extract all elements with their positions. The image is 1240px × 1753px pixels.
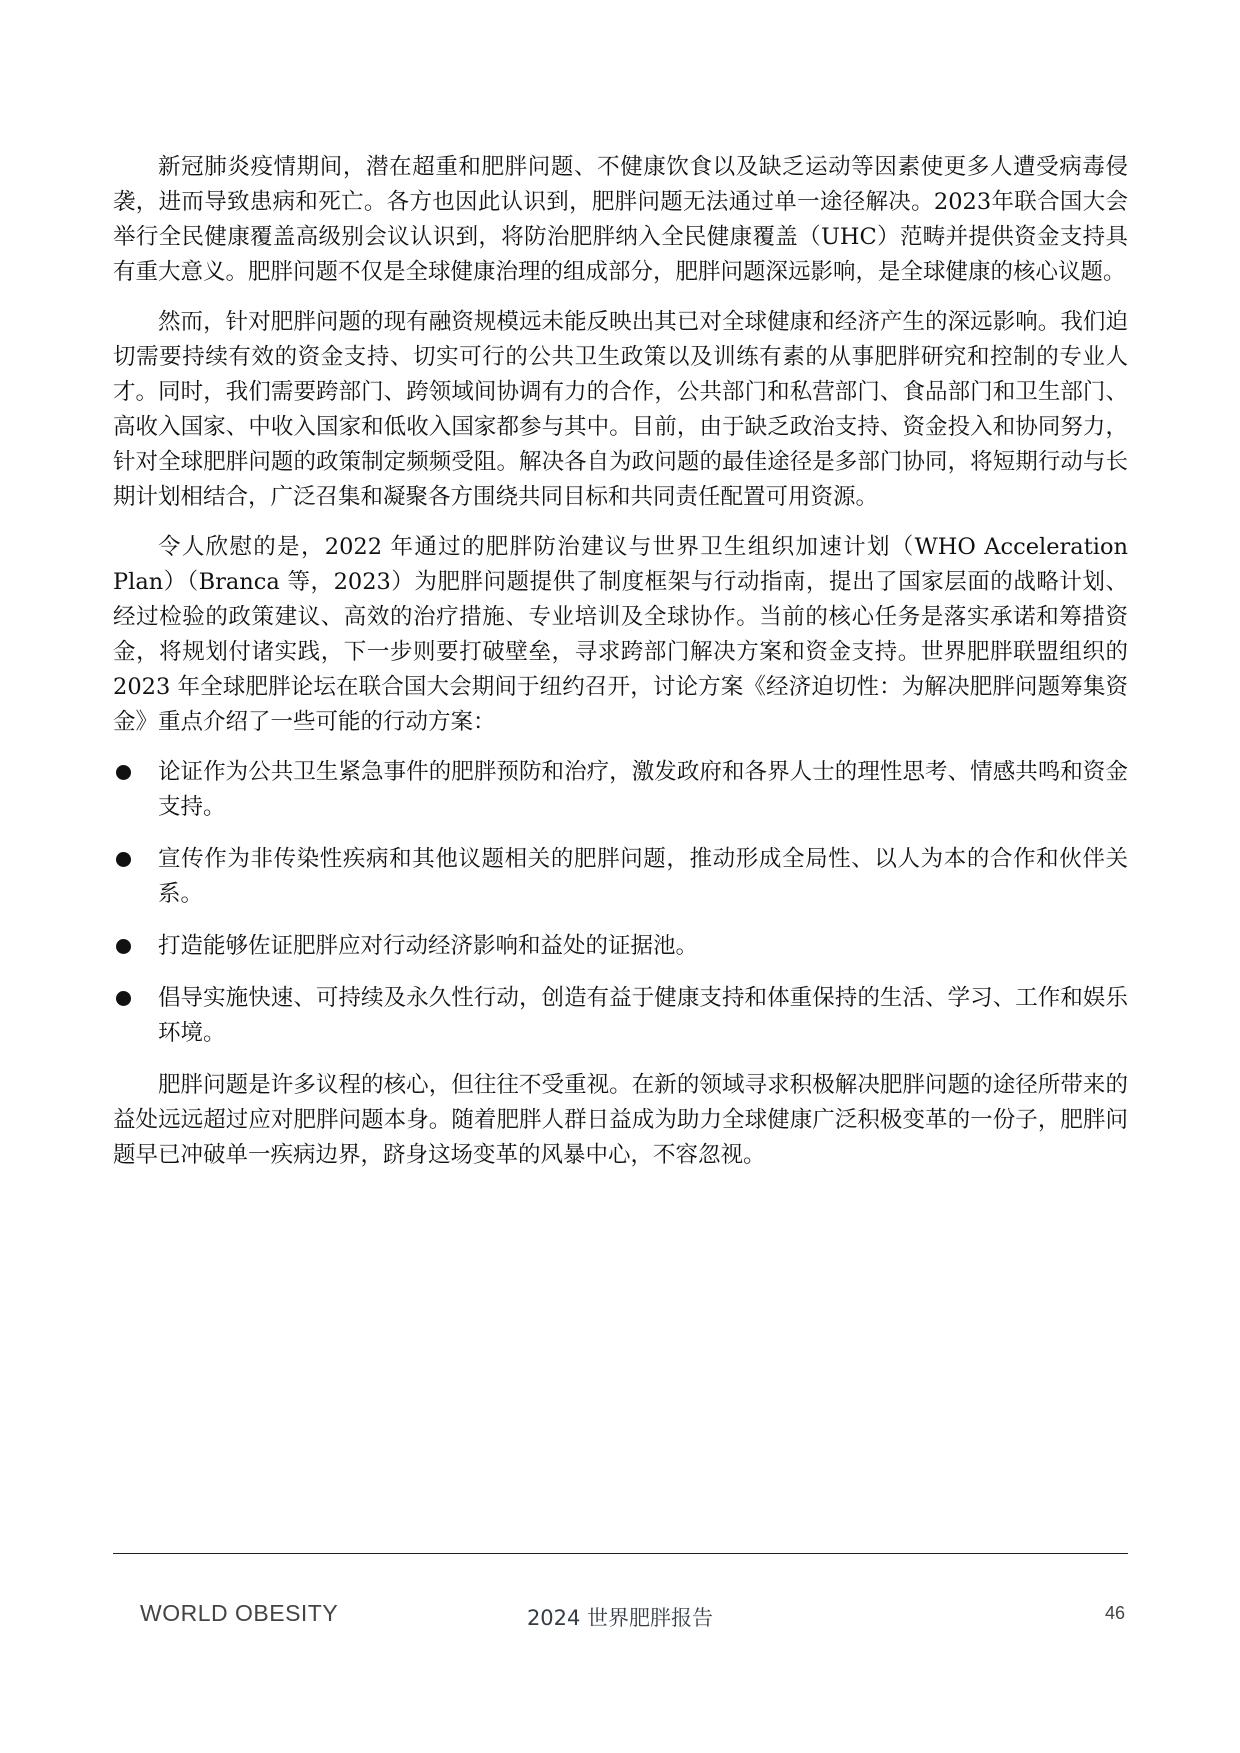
list-item bbox=[113, 929, 1128, 964]
action-list bbox=[113, 755, 1128, 1051]
bullet-icon bbox=[116, 852, 131, 867]
paragraph-3: 令人欣慰的是，2022 年通过的肥胖防治建议与世界卫生组织加速计划（WHO Acceleration Plan）（Branca 等，2023）为肥胖问题提供了制度框架与行动指南，提出了国家层面的战略计划、经过检验的政策建议、高效的治疗措施、专业培训及全球协作。当前的核心任务是落实承诺和筹措资金，将规划付诸实践，下一步则要打破壁垒，寻求跨部门解决方案和资金支持。世界肥胖联盟组织的 2023 年全球肥胖论坛在联合国大会期间于纽约召开，讨论方案《经济迫切性：为解决肥胖问题筹集资金》重点介绍了一些可能的行动方案： bbox=[113, 534, 1128, 735]
report-title: 2024 世界肥胖报告 bbox=[526, 1606, 714, 1630]
paragraph-1: 新冠肺炎疫情期间，潜在超重和肥胖问题、不健康饮食以及缺乏运动等因素使更多人遭受病毒侵袭，进而导致患病和死亡。各方也因此认识到，肥胖问题无法通过单一途径解决。2023年联合国大会举行全民健康覆盖高级别会议认识到，将防治肥胖纳入全民健康覆盖（UHC）范畴并提供资金支持具有重大意义。肥胖问题不仅是全球健康治理的组成部分，肥胖问题深远影响，是全球健康的核心议题。 bbox=[113, 154, 1128, 285]
document-body bbox=[113, 150, 1128, 1188]
bullet-icon bbox=[116, 991, 131, 1006]
world-obesity-logo: WORLD OBESITY bbox=[140, 1600, 339, 1626]
bullet-icon bbox=[116, 939, 131, 954]
closing-paragraph: 肥胖问题是许多议程的核心，但往往不受重视。在新的领域寻求积极解决肥胖问题的途径所带来的益处远远超过应对肥胖问题本身。随着肥胖人群日益成为助力全球健康广泛积极变革的一份子，肥胖问题早已冲破单一疾病边界，跻身这场变革的风暴中心，不容忽视。 bbox=[113, 1072, 1128, 1168]
list-item-text: 打造能够佐证肥胖应对行动经济影响和益处的证据池。 bbox=[158, 933, 699, 959]
page-number: 46 bbox=[1105, 1603, 1126, 1623]
bullet-icon bbox=[116, 765, 131, 780]
list-item bbox=[113, 755, 1128, 825]
list-item bbox=[113, 981, 1128, 1051]
paragraph-2: 然而，针对肥胖问题的现有融资规模远未能反映出其已对全球健康和经济产生的深远影响。我们迫切需要持续有效的资金支持、切实可行的公共卫生政策以及训练有素的从事肥胖研究和控制的专业人才。同时，我们需要跨部门、跨领域间协调有力的合作，公共部门和私营部门、食品部门和卫生部门、高收入国家、中收入国家和低收入国家都参与其中。目前，由于缺乏政治支持、资金投入和协同努力，针对全球肥胖问题的政策制定频频受阻。解决各自为政问题的最佳途径是多部门协同，将短期行动与长期计划相结合，广泛召集和凝聚各方围绕共同目标和共同责任配置可用资源。 bbox=[113, 309, 1128, 510]
list-item-text: 宣传作为非传染性疾病和其他议题相关的肥胖问题，推动形成全局性、以人为本的合作和伙伴关系。 bbox=[158, 846, 1128, 907]
list-item bbox=[113, 842, 1128, 912]
list-item-text: 倡导实施快速、可持续及永久性行动，创造有益于健康支持和体重保持的生活、学习、工作和娱乐环境。 bbox=[158, 985, 1128, 1046]
list-item-text: 论证作为公共卫生紧急事件的肥胖预防和治疗，激发政府和各界人士的理性思考、情感共鸣和资金支持。 bbox=[158, 759, 1128, 820]
footer-divider bbox=[113, 1553, 1128, 1554]
